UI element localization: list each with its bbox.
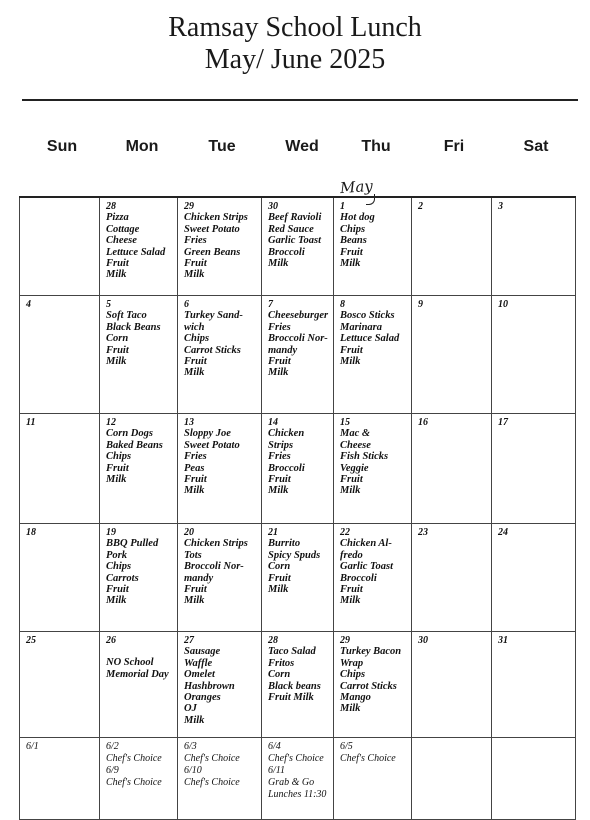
menu-item: Beef Ravioli — [268, 212, 322, 224]
menu-item: Fruit — [106, 584, 129, 596]
menu-item: Black Beans — [106, 321, 161, 333]
menu-item: Mac & — [340, 428, 371, 440]
calendar-day-cell-wed — [262, 296, 334, 414]
menu-item: Fruit — [184, 584, 207, 596]
calendar-day-cell-tue — [178, 414, 262, 524]
menu-item: Pork — [106, 549, 127, 561]
menu-item: Fruit — [268, 356, 291, 368]
menu-item: Burrito — [268, 538, 301, 550]
menu-item: Broccoli — [268, 246, 305, 258]
menu-item: Broccoli — [268, 462, 305, 474]
calendar-day-cell-sat — [492, 296, 576, 414]
day-number: 17 — [498, 417, 508, 428]
menu-item: BBQ Pulled — [106, 538, 159, 550]
menu-item: Corn — [268, 561, 291, 573]
menu-item: Tots — [184, 549, 202, 561]
calendar-day-cell-sat — [492, 414, 576, 524]
calendar-day-cell-sun — [20, 524, 100, 632]
page-title: Ramsay School Lunch — [168, 12, 422, 43]
menu-item: Corn — [268, 669, 291, 681]
day-number: 30 — [418, 635, 428, 646]
day-number: 6/2 — [106, 741, 119, 752]
menu-item: Corn — [106, 333, 129, 345]
menu-item: Chips — [340, 669, 366, 681]
menu-item: Pizza — [106, 212, 129, 224]
handwritten-may-note: May — [339, 176, 374, 198]
menu-item: Chips — [340, 223, 366, 235]
day-number: 28 — [268, 635, 278, 646]
calendar-day-cell-wed — [262, 524, 334, 632]
menu-item: Strips — [268, 439, 294, 451]
calendar-day-cell-thu — [334, 296, 412, 414]
menu-item: Chips — [184, 333, 210, 345]
calendar-week-row — [20, 632, 576, 738]
calendar-day-cell-mon — [100, 197, 178, 296]
calendar-day-cell-tue — [178, 738, 262, 820]
calendar-day-cell-fri — [412, 632, 492, 738]
menu-item: Milk — [184, 485, 205, 497]
menu-item: Milk — [340, 356, 361, 368]
menu-item: Peas — [184, 462, 205, 474]
day-number: 22 — [340, 527, 350, 538]
calendar-day-cell-wed — [262, 738, 334, 820]
day-number: 28 — [106, 201, 116, 212]
menu-item: Cheese — [106, 235, 137, 247]
calendar-day-cell-mon — [100, 524, 178, 632]
menu-item: Chicken Strips — [184, 212, 248, 224]
calendar-day-cell-mon — [100, 738, 178, 820]
calendar-day-cell-thu — [334, 414, 412, 524]
menu-item: Milk — [340, 258, 361, 270]
day-number: 24 — [498, 527, 508, 538]
day-number: 10 — [498, 299, 508, 310]
menu-item: Cottage — [106, 223, 140, 235]
menu-item: Chef's Choice — [106, 777, 162, 788]
day-number: 25 — [26, 635, 36, 646]
dow-tue: Tue — [208, 138, 236, 155]
menu-item: 6/11 — [268, 765, 286, 776]
menu-item: Chicken Al- — [340, 538, 392, 550]
day-number: 11 — [26, 417, 36, 428]
dow-sun: Sun — [46, 138, 78, 155]
day-number: 23 — [418, 527, 428, 538]
menu-item: Mango — [340, 692, 371, 704]
calendar-day-cell-tue — [178, 524, 262, 632]
menu-item: Chef's Choice — [106, 753, 162, 764]
menu-item: Beans — [340, 235, 367, 247]
menu-item: Baked Beans — [106, 439, 163, 451]
day-number: 16 — [418, 417, 428, 428]
menu-item: Milk — [340, 595, 361, 607]
menu-item: Fruit — [340, 584, 363, 596]
calendar-day-cell-mon — [100, 414, 178, 524]
menu-item: Soft Taco — [106, 310, 147, 322]
day-number: 21 — [268, 527, 278, 538]
calendar-day-cell-sun — [20, 738, 100, 820]
calendar-day-cell-fri — [412, 524, 492, 632]
menu-item: Milk — [340, 485, 361, 497]
menu-item: Fries — [184, 235, 207, 247]
menu-item: Fruit — [268, 572, 291, 584]
day-number: 15 — [340, 417, 350, 428]
menu-item: Wrap — [340, 657, 364, 669]
day-number: 6/1 — [26, 741, 39, 752]
menu-item: Fruit — [106, 258, 129, 270]
menu-item: Milk — [268, 485, 289, 497]
menu-item: Bosco Sticks — [340, 310, 395, 322]
day-number: 29 — [340, 635, 350, 646]
menu-item: Chips — [106, 451, 132, 463]
calendar-day-cell-thu — [334, 524, 412, 632]
day-number: 6 — [184, 299, 189, 310]
menu-item: Turkey Sand- — [184, 310, 243, 322]
menu-item: 6/9 — [106, 765, 119, 776]
calendar-week-row — [20, 524, 576, 632]
day-number: 13 — [184, 417, 194, 428]
menu-item: Milk — [268, 258, 289, 270]
menu-item: Chef's Choice — [268, 753, 324, 764]
calendar-day-cell-sun — [20, 414, 100, 524]
menu-item: Broccoli Nor- — [268, 333, 328, 345]
menu-item: Sausage — [184, 646, 221, 658]
menu-item: Fries — [268, 451, 291, 463]
menu-item: Milk — [184, 595, 205, 607]
day-number: 6/5 — [340, 741, 353, 752]
menu-item: Fruit — [184, 258, 207, 270]
day-number: 9 — [418, 299, 423, 310]
dow-sat: Sat — [523, 138, 549, 155]
menu-item: 6/10 — [184, 765, 202, 776]
calendar-day-cell-sun — [20, 632, 100, 738]
menu-item: Fruit — [106, 344, 129, 356]
day-number: 2 — [418, 201, 423, 212]
menu-item: Red Sauce — [268, 223, 314, 235]
menu-item: Fruit — [184, 356, 207, 368]
menu-item: Carrots — [106, 572, 139, 584]
day-number: 29 — [184, 201, 194, 212]
menu-item: Chef's Choice — [340, 753, 396, 764]
calendar-week-row — [20, 738, 576, 820]
menu-item: Lettuce Salad — [340, 333, 400, 345]
menu-item: Carrot Sticks — [340, 680, 397, 692]
menu-item: Lettuce Salad — [106, 246, 166, 258]
menu-item: Sweet Potato — [184, 439, 240, 451]
menu-item: Chips — [106, 561, 132, 573]
menu-item: Chicken Strips — [184, 538, 248, 550]
calendar-week-row — [20, 296, 576, 414]
menu-item: Milk — [184, 367, 205, 379]
day-number: 31 — [498, 635, 508, 646]
page-subtitle: May/ June 2025 — [204, 44, 386, 75]
calendar-day-cell-fri — [412, 414, 492, 524]
menu-item: Fruit — [268, 474, 291, 486]
calendar-day-cell-thu — [334, 632, 412, 738]
calendar-day-cell-tue — [178, 296, 262, 414]
day-number: 5 — [106, 299, 111, 310]
menu-item: Milk — [184, 714, 205, 726]
calendar-week-row — [20, 197, 576, 296]
menu-item: Fish Sticks — [340, 451, 389, 463]
menu-item: Omelet — [184, 669, 215, 681]
menu-item: Black beans — [268, 680, 321, 692]
header-divider — [22, 99, 578, 101]
menu-item: Milk — [268, 584, 289, 596]
dow-wed: Wed — [285, 138, 319, 155]
menu-item: Milk — [340, 703, 361, 715]
day-number: 4 — [26, 299, 31, 310]
menu-item: wich — [184, 321, 205, 333]
dow-thu: Thu — [361, 138, 391, 155]
calendar-day-cell-sun — [20, 296, 100, 414]
menu-item: Oranges — [184, 692, 221, 704]
menu-item: Fruit — [340, 344, 363, 356]
day-number: 3 — [498, 201, 503, 212]
day-number: 8 — [340, 299, 345, 310]
calendar-day-cell-tue — [178, 632, 262, 738]
calendar-day-cell-fri — [412, 197, 492, 296]
menu-item: Turkey Bacon — [340, 646, 402, 658]
calendar-week-row — [20, 414, 576, 524]
menu-item: Milk — [106, 356, 127, 368]
calendar-day-cell-sat — [492, 197, 576, 296]
calendar-day-cell-wed — [262, 632, 334, 738]
menu-item: Milk — [106, 474, 127, 486]
menu-item: Sloppy Joe — [184, 428, 231, 440]
calendar-day-cell-fri — [412, 296, 492, 414]
day-number: 6/4 — [268, 741, 281, 752]
menu-item: Fruit — [106, 462, 129, 474]
menu-item: Cheese — [340, 439, 371, 451]
menu-item: Hot dog — [340, 212, 375, 224]
menu-item: Milk — [106, 269, 127, 281]
day-number: 30 — [268, 201, 278, 212]
day-number: 6/3 — [184, 741, 197, 752]
menu-item: Fritos — [268, 657, 295, 669]
calendar-day-cell-wed — [262, 197, 334, 296]
dow-fri: Fri — [443, 138, 465, 155]
day-number: 1 — [340, 201, 345, 212]
menu-item: Corn Dogs — [106, 428, 153, 440]
menu-item: Milk — [106, 595, 127, 607]
menu-item: mandy — [184, 572, 214, 584]
menu-item: Garlic Toast — [268, 235, 321, 247]
menu-item: Fruit Milk — [268, 692, 314, 704]
calendar-day-cell-wed — [262, 414, 334, 524]
menu-item: Fries — [184, 451, 207, 463]
menu-item: Milk — [184, 269, 205, 281]
dow-mon: Mon — [125, 138, 159, 155]
menu-item: Broccoli — [340, 572, 377, 584]
menu-item: Lunches 11:30 — [268, 789, 327, 800]
menu-item: OJ — [184, 703, 197, 715]
menu-item: Spicy Spuds — [268, 549, 321, 561]
calendar-day-cell-sat — [492, 632, 576, 738]
calendar-day-cell-tue — [178, 197, 262, 296]
spacer — [106, 646, 173, 657]
calendar-day-cell-thu — [334, 197, 412, 296]
menu-item: Garlic Toast — [340, 561, 393, 573]
calendar-day-cell-thu — [334, 738, 412, 820]
menu-item: Cheeseburger — [268, 310, 329, 322]
menu-item: Green Beans — [184, 246, 241, 258]
menu-item: Milk — [268, 367, 289, 379]
menu-item: Sweet Potato — [184, 223, 240, 235]
calendar-day-cell-mon — [100, 296, 178, 414]
menu-item: Waffle — [184, 657, 213, 669]
menu-item: Broccoli Nor- — [184, 561, 244, 573]
day-number: 20 — [184, 527, 194, 538]
menu-item: Marinara — [340, 321, 383, 333]
day-number: 14 — [268, 417, 278, 428]
day-number: 7 — [268, 299, 273, 310]
menu-item: Fruit — [340, 474, 363, 486]
menu-item: Hashbrown — [184, 680, 235, 692]
calendar-day-cell-sat — [492, 738, 576, 820]
day-number: 19 — [106, 527, 116, 538]
calendar-day-cell-sat — [492, 524, 576, 632]
day-number: 26 — [106, 635, 116, 646]
menu-item: mandy — [268, 344, 298, 356]
lunch-calendar — [19, 196, 576, 820]
menu-item: Memorial Day — [106, 668, 169, 680]
menu-item: Fries — [268, 321, 291, 333]
day-number: 12 — [106, 417, 116, 428]
menu-item: Chef's Choice — [184, 777, 240, 788]
calendar-day-cell-sun — [20, 197, 100, 296]
menu-item: Fruit — [340, 246, 363, 258]
menu-item: Grab & Go — [268, 777, 315, 788]
menu-item: Chef's Choice — [184, 753, 240, 764]
day-number: 18 — [26, 527, 36, 538]
day-number: 27 — [184, 635, 194, 646]
menu-item: Veggie — [340, 462, 369, 474]
menu-item: Taco Salad — [268, 646, 316, 658]
calendar-day-cell-fri — [412, 738, 492, 820]
menu-item: Fruit — [184, 474, 207, 486]
menu-item: Carrot Sticks — [184, 344, 241, 356]
menu-item: NO School — [106, 657, 154, 669]
menu-item: fredo — [340, 549, 363, 561]
menu-item: Chicken — [268, 428, 305, 440]
calendar-day-cell-mon — [100, 632, 178, 738]
